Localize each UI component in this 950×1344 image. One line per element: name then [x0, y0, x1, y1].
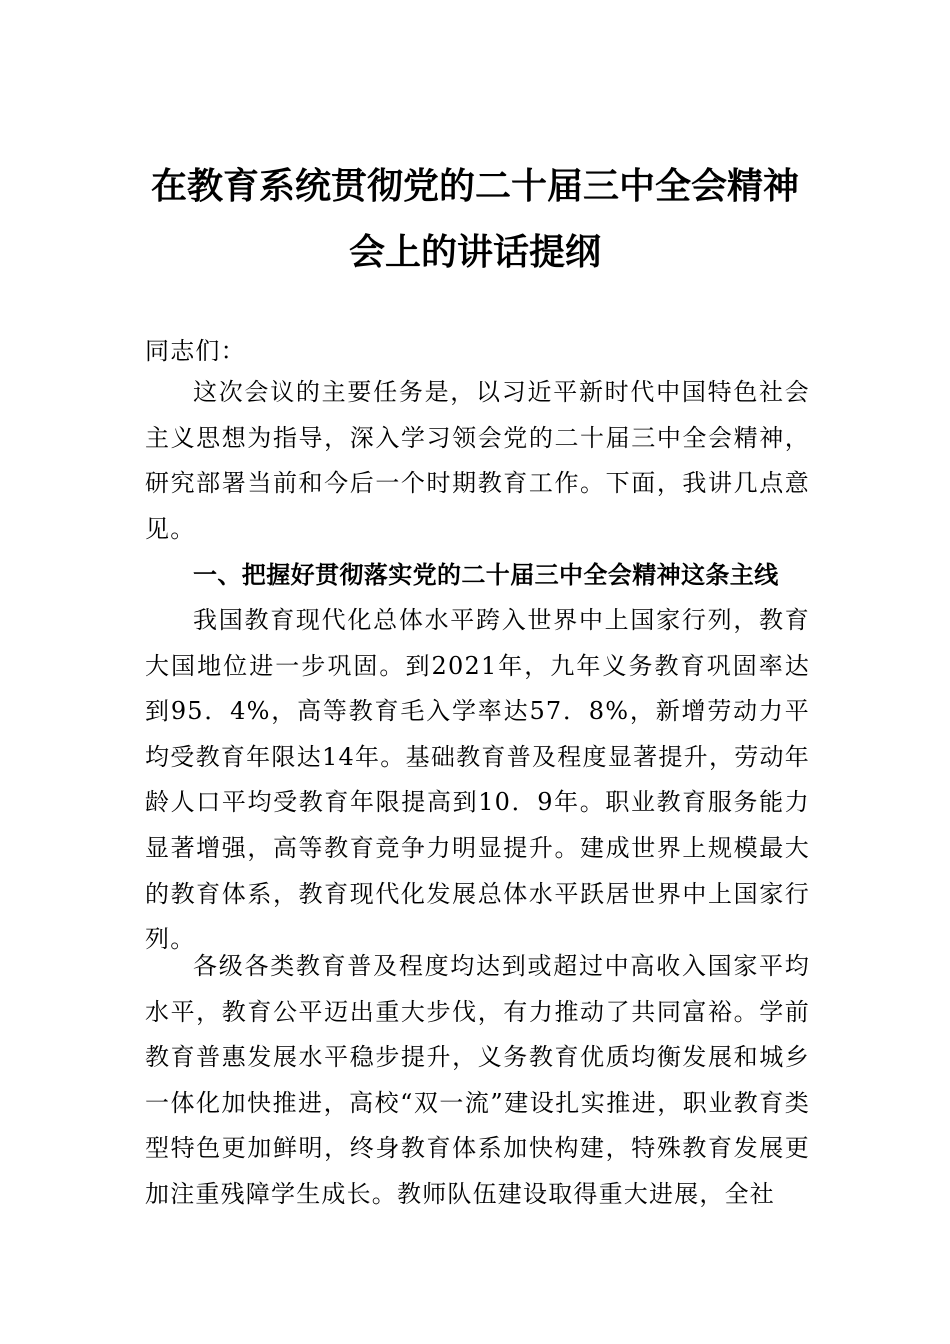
section1-paragraph-1 [145, 598, 810, 963]
document-title-line-2: 会上的讲话提纲 [348, 231, 601, 273]
document-title-line-1: 在教育系统贯彻党的二十届三中全会精神 [150, 165, 799, 207]
intro-paragraph [145, 370, 810, 552]
intro-paragraph-text: 这次会议的主要任务是，以习近平新时代中国特色社会主义思想为指导，深入学习领会党的二十届三中全会精神，研究部署当前和今后一个时期教育工作。下面，我讲几点意见。 [145, 378, 810, 543]
greeting: 同志们： [145, 337, 246, 365]
section1-paragraph-2 [145, 944, 810, 1218]
section1-paragraph-1-text: 我国教育现代化总体水平跨入世界中上国家行列，教育大国地位进一步巩固。到2021年，九年义务教育巩固率达到95．4%，高等教育毛入学率达57．8%，新增劳动力平均受教育年限达14年。基础教育普及程度显著提升，劳动年龄人口平均受教育年限提高到10．9年。职业教育服务能力显著增强，高等教育竞争力明显提升。建成世界上规模最大的教育体系，教育现代化发展总体水平跃居世界中上国家行列。 [145, 606, 810, 954]
section-heading-1: 一、把握好贯彻落实党的二十届三中全会精神这条主线 [193, 561, 779, 589]
section1-paragraph-2-text: 各级各类教育普及程度均达到或超过中高收入国家平均水平，教育公平迈出重大步伐，有力推动了共同富裕。学前教育普惠发展水平稳步提升，义务教育优质均衡发展和城乡一体化加快推进，高校“双一流”建设扎实推进，职业教育类型特色更加鲜明，终身教育体系加快构建，特殊教育发展更加注重残障学生成长。教师队伍建设取得重大进展，全社 [145, 952, 810, 1208]
